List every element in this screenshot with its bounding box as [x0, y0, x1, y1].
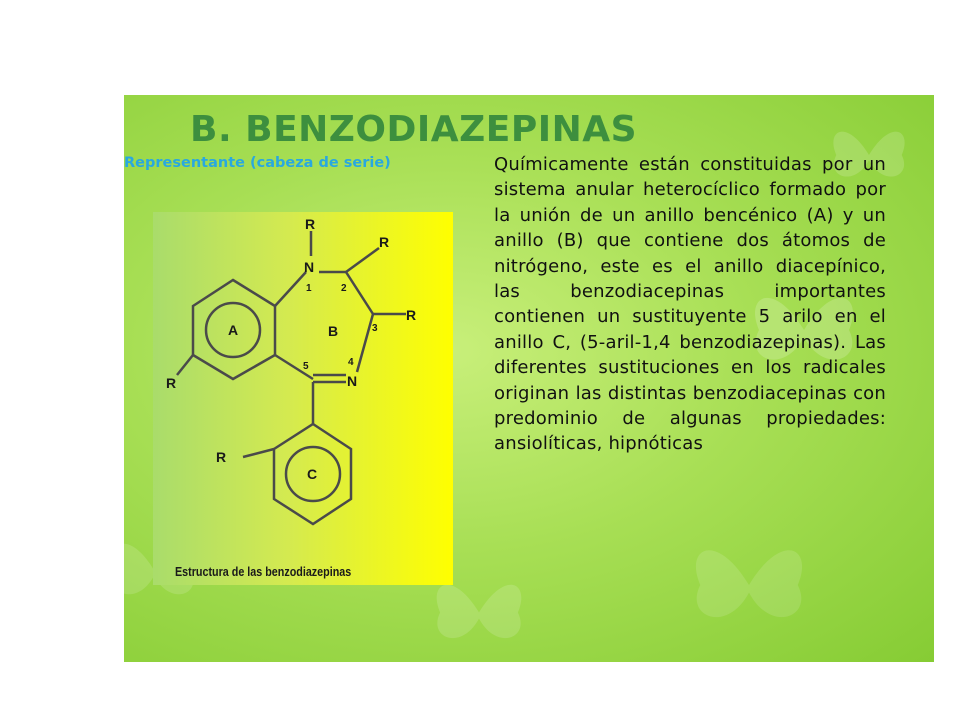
atom-n1: N [304, 259, 315, 275]
bond-ring-a-r [177, 355, 193, 375]
slide-subtitle: Representante (cabeza de serie) [124, 155, 391, 171]
bond-ring-c-r [243, 449, 274, 457]
figure-caption: Estructura de las benzodiazepinas [175, 565, 352, 579]
bond-c2-r [346, 248, 379, 272]
substituent-r-ring-c: R [216, 449, 227, 465]
ring-a-label: A [228, 322, 239, 338]
position-number-5: 5 [303, 361, 309, 372]
position-number-3: 3 [372, 323, 378, 334]
atom-n4: N [347, 373, 358, 389]
bond-ring-a-n1 [275, 272, 306, 306]
benzodiazepine-structure-figure [153, 212, 453, 585]
ring-b-label: B [328, 323, 339, 339]
substituent-r-c3: R [406, 307, 417, 323]
position-number-2: 2 [341, 283, 347, 294]
substituent-r-c2: R [379, 234, 390, 250]
position-number-1: 1 [306, 283, 312, 294]
substituent-r-ring-a: R [166, 375, 177, 391]
bond-c2-c3 [346, 272, 373, 314]
structure-diagram [153, 212, 453, 585]
slide [124, 95, 934, 662]
position-number-4: 4 [348, 357, 354, 368]
body-text: Químicamente están constituidas por un sistema anular heterocíclico formado por la unión de un anillo bencénico (A) y un anillo (B) que contiene dos átomos de nitrógeno, este es el anillo diacepínico, las benzodiacepinas importantes contienen un sustituyente 5 arilo en el anillo C, (5-aril-1,4 benzodiazepinas). Las diferentes sustituciones en los radicales originan las distintas benzodiacepinas con predominio de algunas propiedades: ansiolíticas, hipnóticas [494, 154, 886, 455]
bond-c3-n4 [357, 314, 373, 372]
slide-title: B. BENZODIAZEPINAS [190, 109, 638, 150]
butterfly-decoration [684, 525, 814, 645]
ring-c-label: C [307, 466, 318, 482]
substituent-r-n1: R [305, 216, 316, 232]
